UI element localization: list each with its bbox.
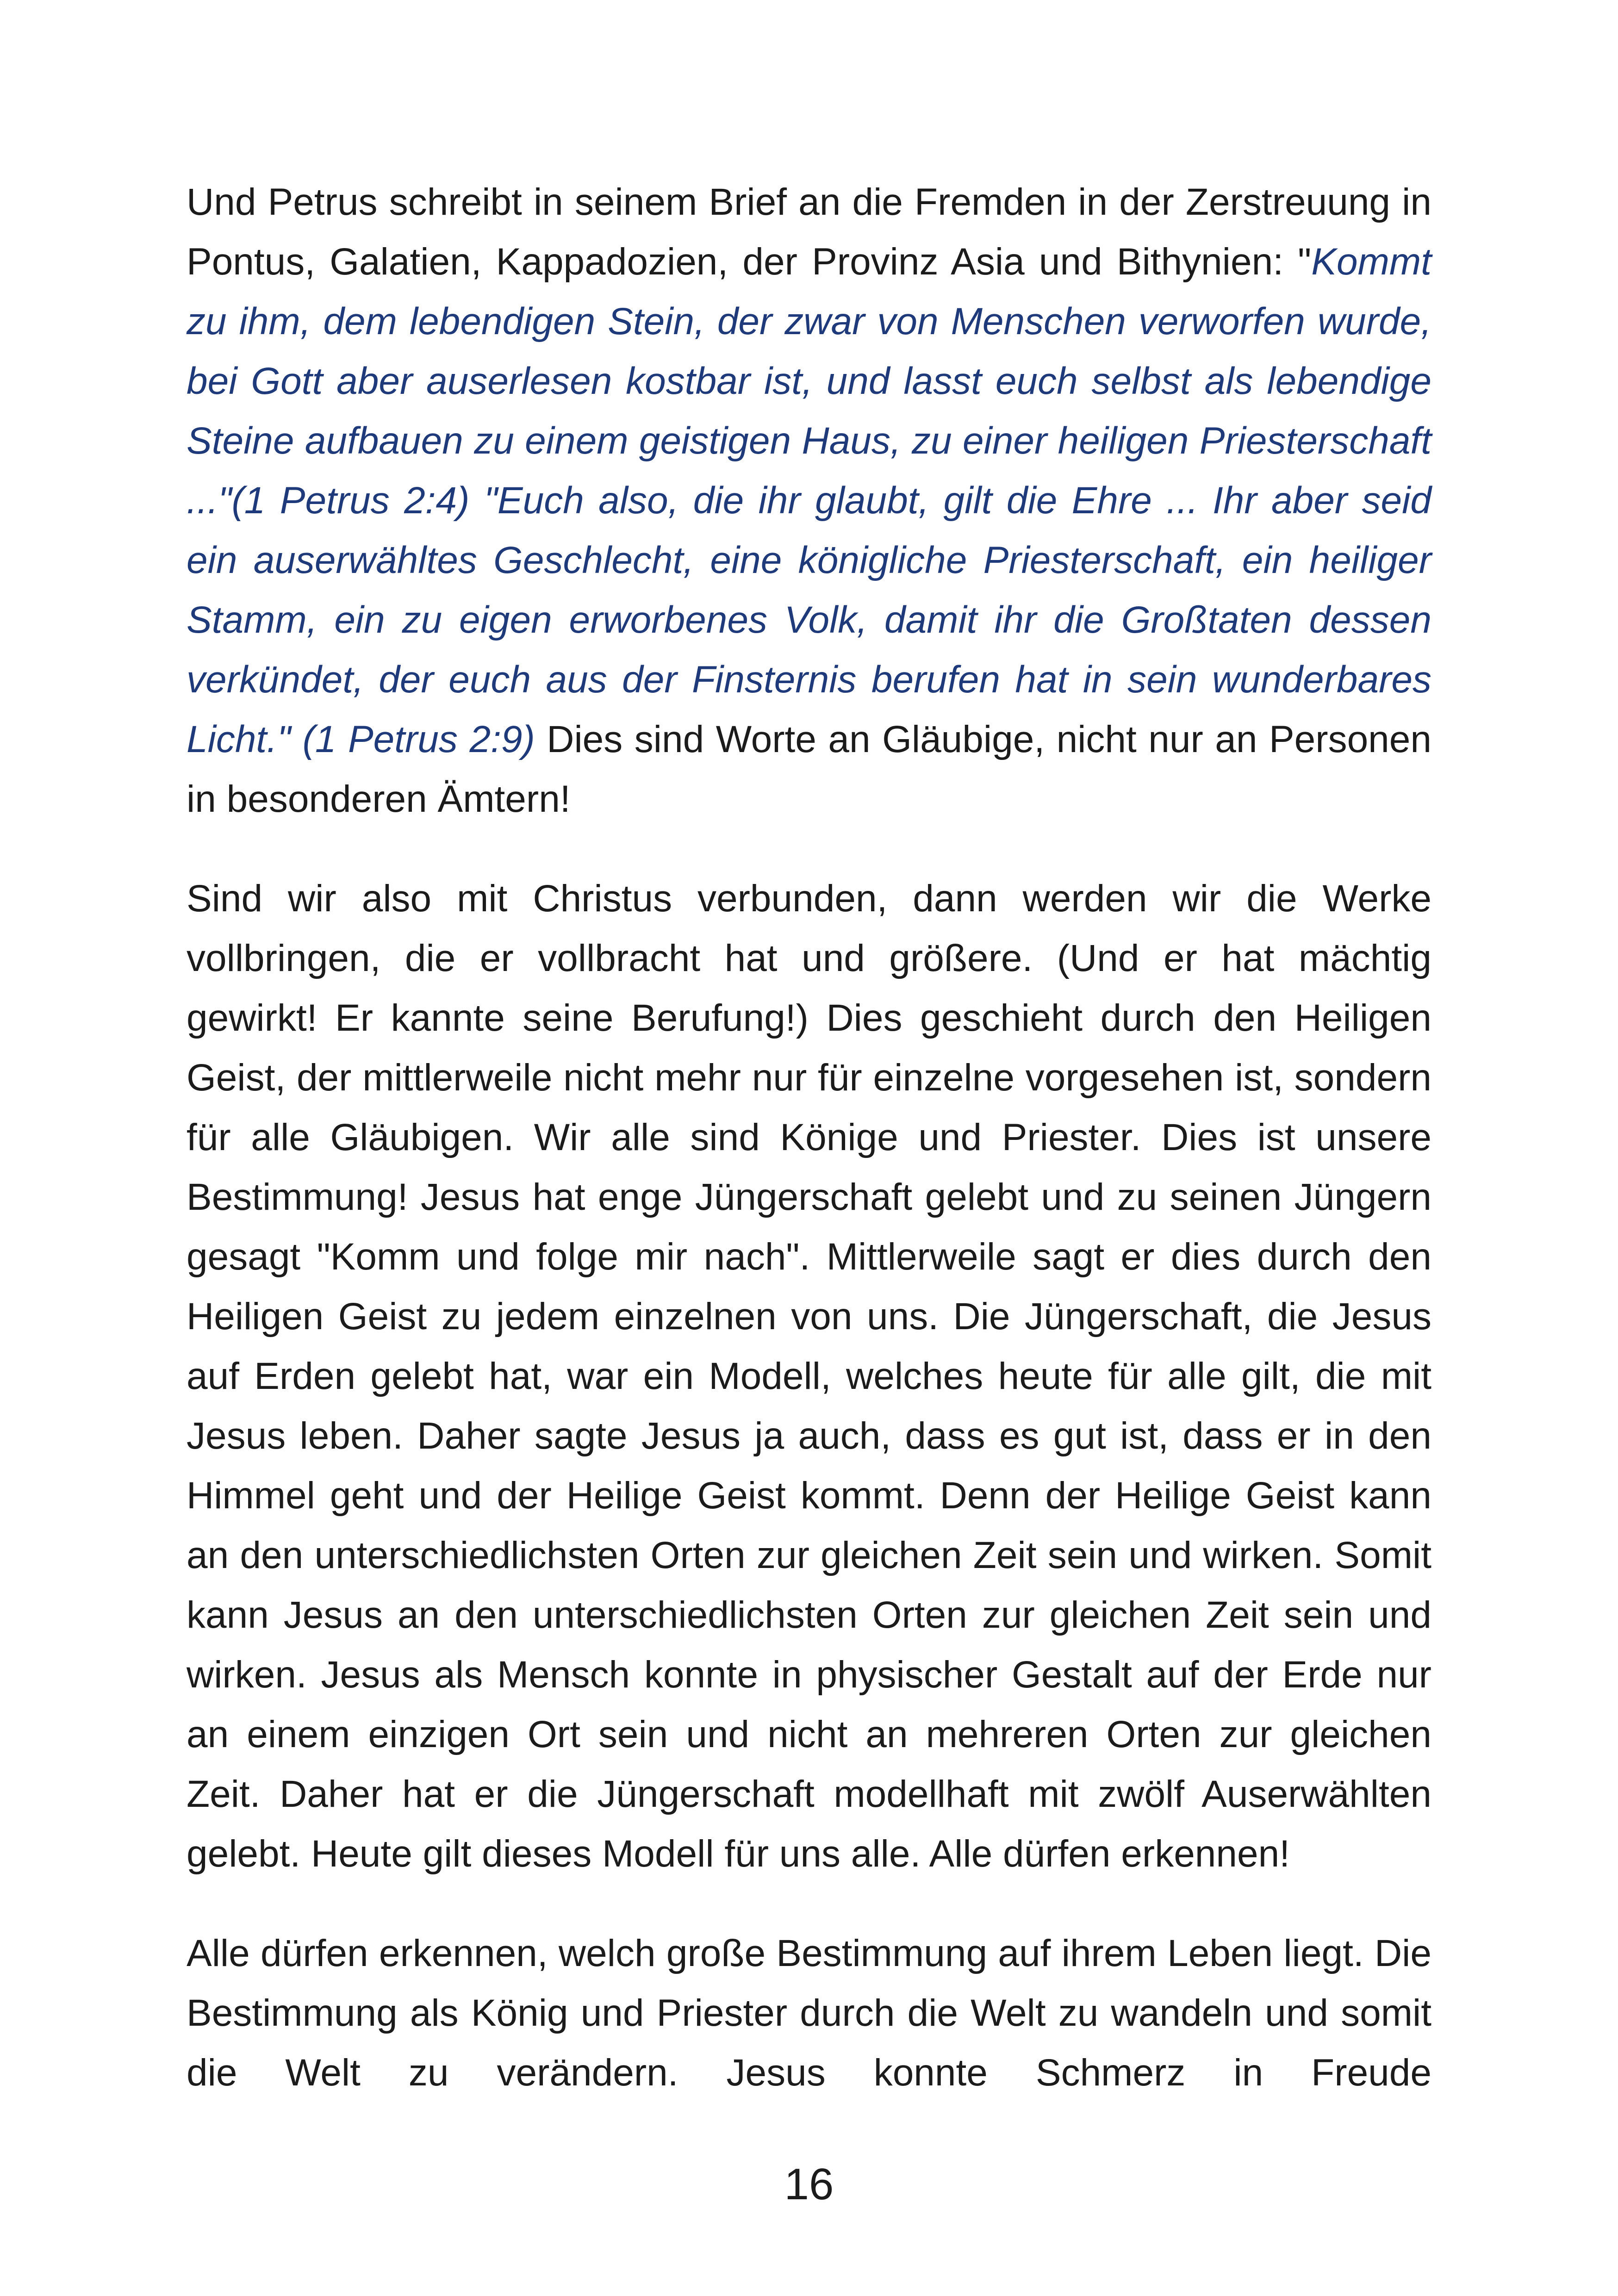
paragraph-1 xyxy=(187,172,1431,829)
paragraph-1-outro: Dies sind Worte an Gläubige, nicht nur an Personen in besonderen Ämtern! xyxy=(187,718,1431,820)
body-text xyxy=(187,172,1431,2142)
bible-quote: Kommt zu ihm, dem lebendigen Stein, der zwar von Menschen verworfen wurde, bei Gott aber auserlesen kostbar ist, und lasst euch selbst als lebendige Steine aufbauen zu einem geistigen Haus, zu einer heiligen Priesterschaft ..."(1 Petrus 2:4) "Euch also, die ihr glaubt, gilt die Ehre ... Ihr aber seid ein auserwähltes Geschlecht, eine königliche Priesterschaft, ein heiliger Stamm, ein zu eigen erworbenes Volk, damit ihr die Großtaten dessen verkündet, der euch aus der Finsternis berufen hat in sein wunderbares Licht." (1 Petrus 2:9) xyxy=(187,241,1431,760)
page-number: 16 xyxy=(784,2159,834,2209)
paragraph-3: Alle dürfen erkennen, welch große Bestimmung auf ihrem Leben liegt. Die Bestimmung als König und Priester durch die Welt zu wandeln und somit die Welt zu verändern. Jesus konnte Schmerz in Freude xyxy=(187,1932,1431,2094)
paragraph-1-intro: Und Petrus schreibt in seinem Brief an die Fremden in der Zerstreuung in Pontus, Galatien, Kappadozien, der Provinz Asia und Bithynien: " xyxy=(187,181,1431,283)
paragraph-2: Sind wir also mit Christus verbunden, dann werden wir die Werke vollbringen, die er vollbracht hat und größere. (Und er hat mächtig gewirkt! Er kannte seine Berufung!) Dies geschieht durch den Heiligen Geist, der mittlerweile nicht mehr nur für einzelne vorgesehen ist, sondern für alle Gläubigen. Wir alle sind Könige und Priester. Dies ist unsere Bestimmung! Jesus hat enge Jüngerschaft gelebt und zu seinen Jüngern gesagt "Komm und folge mir nach". Mittlerweile sagt er dies durch den Heiligen Geist zu jedem einzelnen von uns. Die Jüngerschaft, die Jesus auf Erden gelebt hat, war ein Modell, welches heute für alle gilt, die mit Jesus leben. Daher sagte Jesus ja auch, dass es gut ist, dass er in den Himmel geht und der Heilige Geist kommt. Denn der Heilige Geist kann an den unterschiedlichsten Orten zur gleichen Zeit sein und wirken. Somit kann Jesus an den unterschiedlichsten Orten zur gleichen Zeit sein und wirken. Jesus als Mensch konnte in physischer Gestalt auf der Erde nur an einem einzigen Ort sein und nicht an mehreren Orten zur gleichen Zeit. Daher hat er die Jüngerschaft modellhaft mit zwölf Auserwählten gelebt. Heute gilt dieses Modell für uns alle. Alle dürfen erkennen! xyxy=(187,877,1431,1875)
